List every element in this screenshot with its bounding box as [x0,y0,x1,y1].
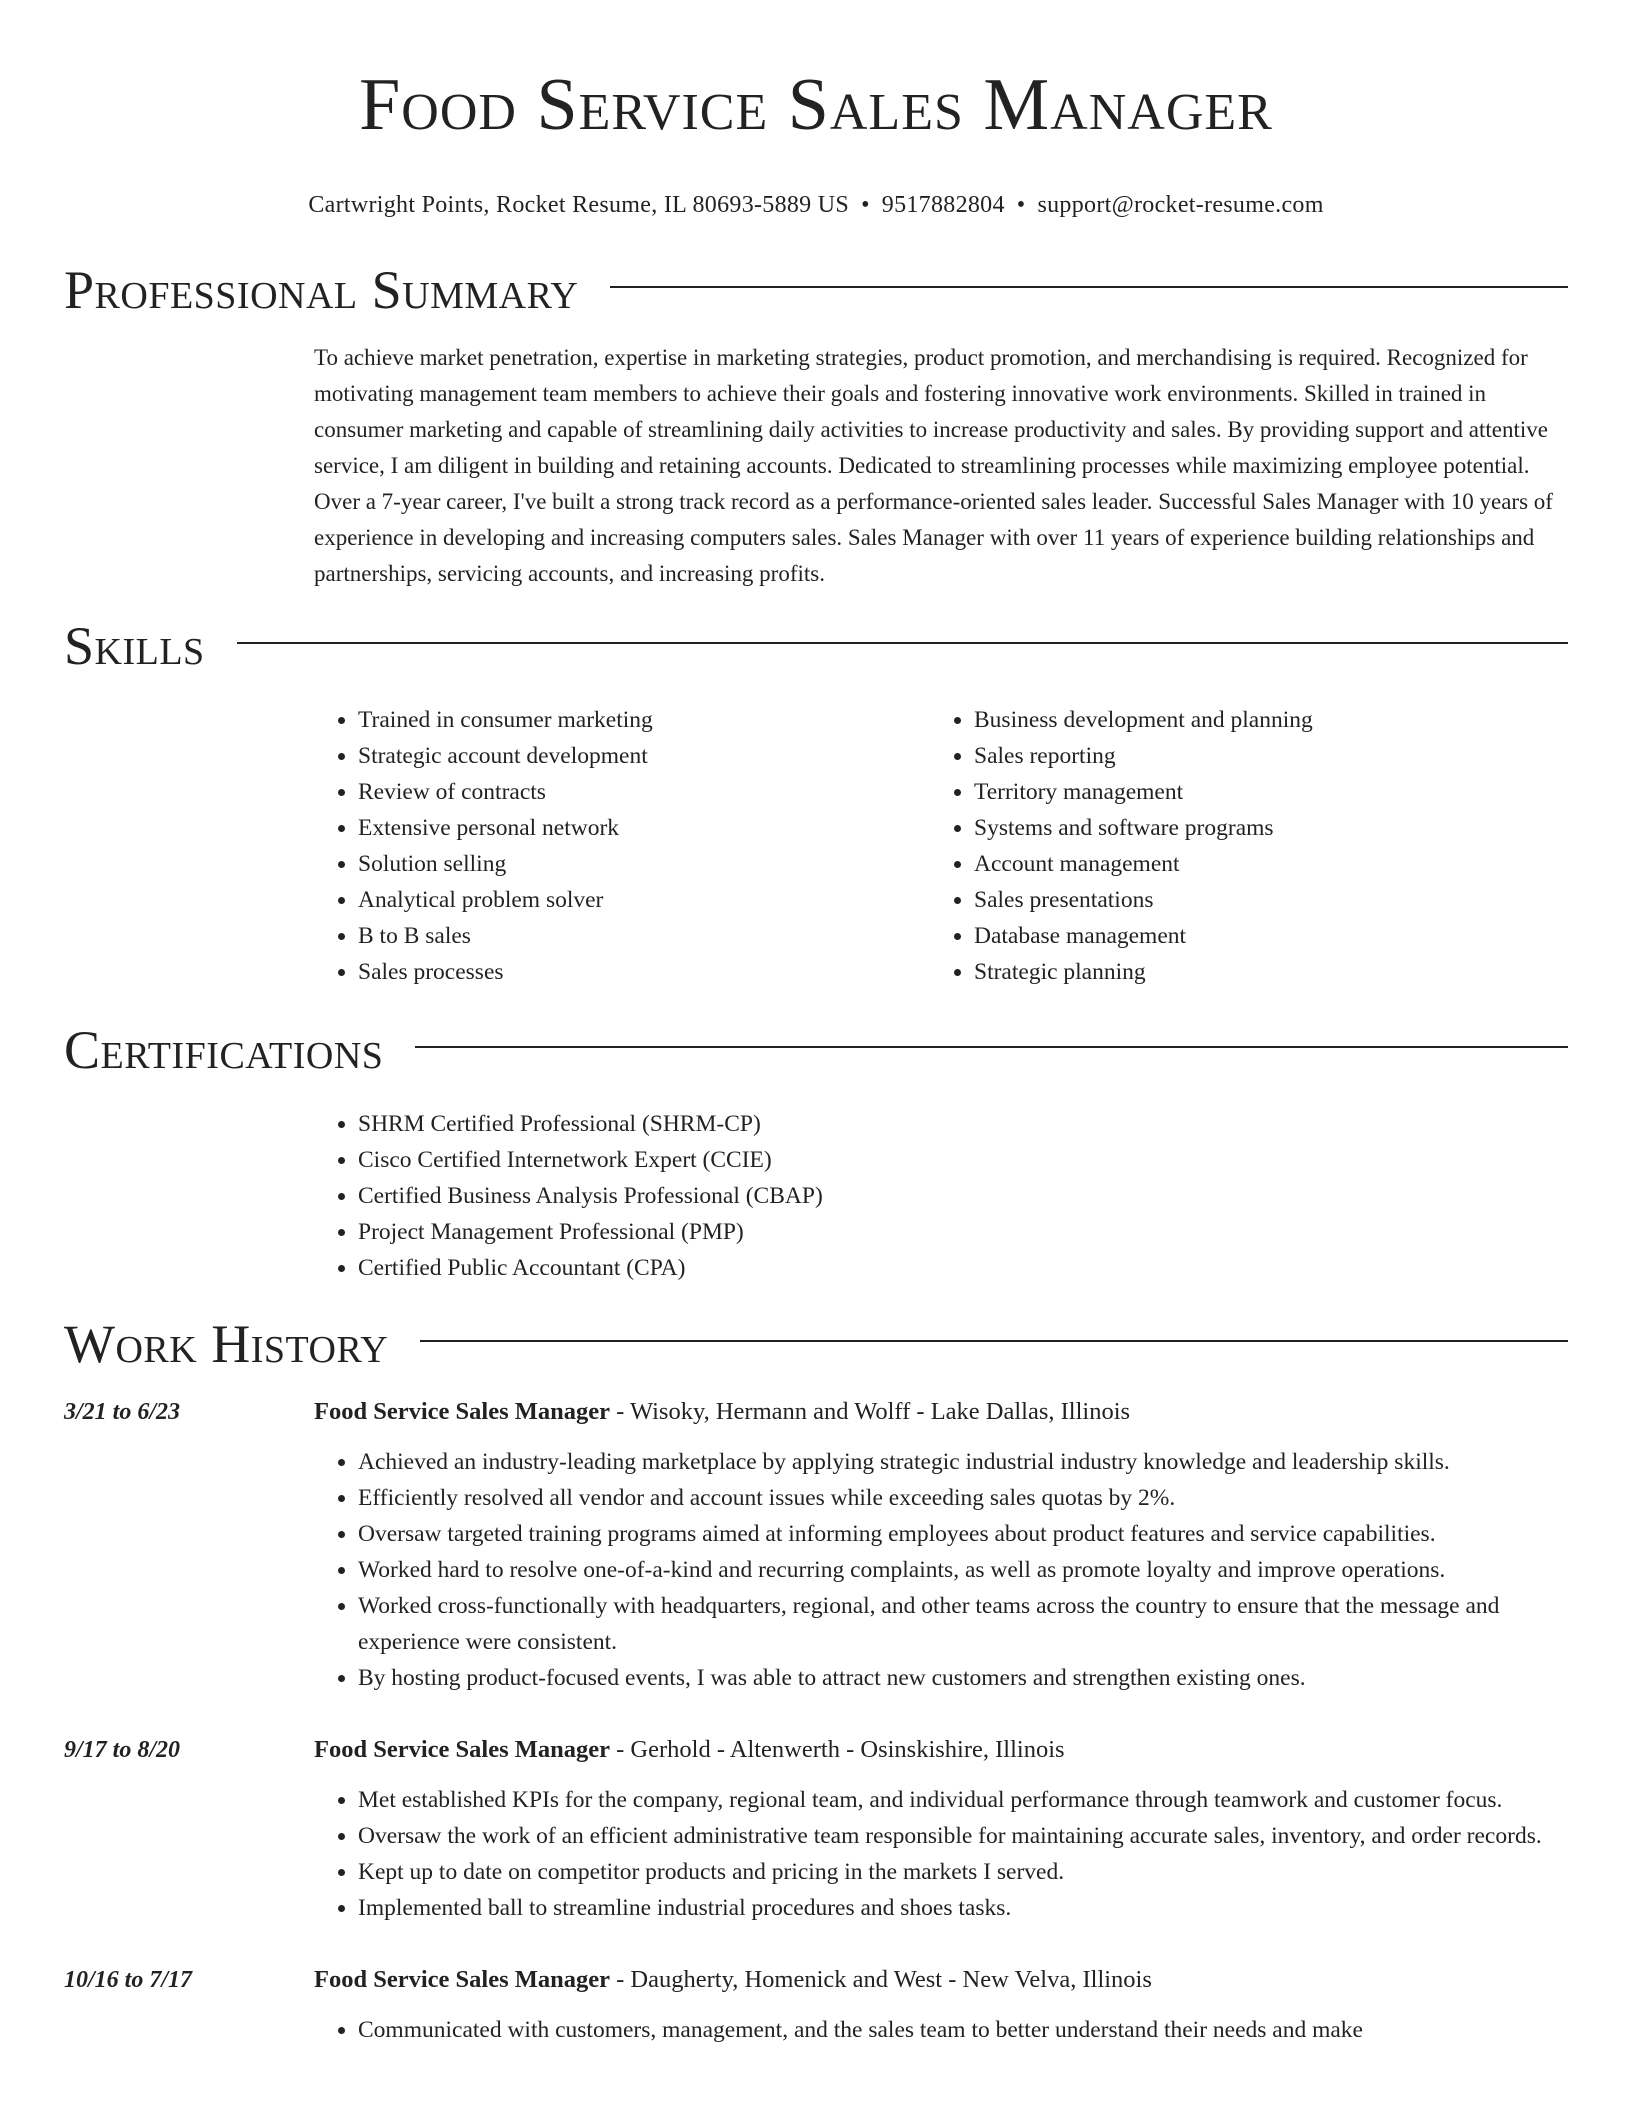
skills-list-left [314,702,930,990]
job-entry [64,1394,1568,1696]
job-bullets [314,2012,1568,2048]
skill-item: • Trained in consumer marketing [358,702,930,738]
job-bullets [314,1444,1568,1696]
job-bullet: • By hosting product-focused events, I was able to attract new customers and strengthen existing ones. [358,1660,1568,1696]
work-history-list [64,1394,1568,2048]
job-heading [314,1732,1568,1768]
job-bullet: • Kept up to date on competitor products and pricing in the markets I served. [358,1854,1568,1890]
contact-line [64,190,1568,220]
certifications-list [314,1106,1568,1286]
skills-list-right [930,702,1546,990]
summary-body [314,340,1568,592]
job-bullet: • Oversaw targeted training programs aimed at informing employees about product features and service capabilities. [358,1516,1568,1552]
job-dates: 3/21 to 6/23 [64,1399,181,1425]
certification-item: • Cisco Certified Internetwork Expert (CCIE) [358,1142,1568,1178]
skill-item: • Strategic account development [358,738,930,774]
contact-email: support@rocket-resume.com [1037,192,1324,218]
job-dates: 10/16 to 7/17 [64,1967,193,1993]
skill-item: • Systems and software programs [974,810,1546,846]
job-entry [64,1732,1568,1926]
job-bullet: • Worked hard to resolve one-of-a-kind and recurring complaints, as well as promote loyalty and improve operations. [358,1552,1568,1588]
skill-item: • Territory management [974,774,1546,810]
job-company-location: - Gerhold - Altenwerth - Osinskishire, Illinois [610,1736,1065,1763]
job-details [314,1394,1568,1696]
skill-item: • Strategic planning [974,954,1546,990]
skill-item: • B to B sales [358,918,930,954]
job-bullet: • Efficiently resolved all vendor and account issues while exceeding sales quotas by 2%. [358,1480,1568,1516]
job-heading [314,1962,1568,1998]
job-bullet: • Worked cross-functionally with headquarters, regional, and other teams across the country to ensure that the message and experience were consistent. [358,1588,1568,1660]
contact-address: Cartwright Points, Rocket Resume, IL 80693-5889 US [308,192,850,218]
job-company-location: - Daugherty, Homenick and West - New Velva, Illinois [610,1966,1152,1993]
work-section-header [64,1314,1568,1374]
skill-item: • Account management [974,846,1546,882]
job-bullet: • Communicated with customers, management, and the sales team to better understand their needs and make [358,2012,1568,2048]
job-title: Food Service Sales Manager [314,1966,610,1993]
job-title: Food Service Sales Manager [314,1398,610,1425]
certification-item: • Certified Public Accountant (CPA) [358,1250,1568,1286]
skills-grid [314,702,1568,990]
skills-section-header [64,616,1568,676]
summary-section-header [64,260,1568,320]
summary-title: Professional Summary [64,260,579,320]
skills-title: Skills [64,616,205,676]
skill-item: • Sales presentations [974,882,1546,918]
job-title: Food Service Sales Manager [314,1736,610,1763]
skill-item: • Solution selling [358,846,930,882]
skill-item: • Review of contracts [358,774,930,810]
job-bullet: • Met established KPIs for the company, regional team, and individual performance through teamwork and customer focus. [358,1782,1568,1818]
job-details [314,1732,1568,1926]
skills-column-right [930,702,1546,990]
certifications-title: Certifications [64,1020,384,1080]
job-bullet: • Implemented ball to streamline industrial procedures and shoes tasks. [358,1890,1568,1926]
job-entry [64,1962,1568,2048]
contact-separator: • [1016,192,1026,218]
skill-item: • Analytical problem solver [358,882,930,918]
skill-item: • Sales reporting [974,738,1546,774]
skill-item: • Business development and planning [974,702,1546,738]
work-title: Work History [64,1314,389,1374]
job-bullets [314,1782,1568,1926]
section-divider [420,1340,1568,1342]
candidate-name: Food Service Sales Manager [359,64,1273,146]
certifications-section-header [64,1020,1568,1080]
certification-item: • Project Management Professional (PMP) [358,1214,1568,1250]
job-details [314,1962,1568,2048]
certification-item: • SHRM Certified Professional (SHRM-CP) [358,1106,1568,1142]
contact-phone: 9517882804 [881,192,1005,218]
job-bullet: • Oversaw the work of an efficient administrative team responsible for maintaining accurate sales, inventory, and order records. [358,1818,1568,1854]
skills-body [314,702,1568,990]
job-dates: 9/17 to 8/20 [64,1737,181,1763]
summary-text: To achieve market penetration, expertise in marketing strategies, product promotion, and merchandising is required. Recognized for motivating management team members to achieve their goals and fostering innovative work environments. Skilled in trained in consumer marketing and capable of streamlining daily activities to increase productivity and sales. By providing support and attentive service, I am diligent in building and retaining accounts. Dedicated to streamlining processes while maximizing employee potential. Over a 7-year career, I've built a strong track record as a performance-oriented sales leader. Successful Sales Manager with 10 years of experience in developing and increasing computers sales. Sales Manager with over 11 years of experience building relationships and partnerships, servicing accounts, and increasing profits. [314,345,1553,586]
certification-item: • Certified Business Analysis Professional (CBAP) [358,1178,1568,1214]
job-bullet: • Achieved an industry-leading marketplace by applying strategic industrial industry knowledge and leadership skills. [358,1444,1568,1480]
skill-item: • Sales processes [358,954,930,990]
skill-item: • Database management [974,918,1546,954]
job-company-location: - Wisoky, Hermann and Wolff - Lake Dallas, Illinois [610,1398,1131,1425]
job-heading [314,1394,1568,1430]
contact-separator: • [861,192,870,218]
certifications-body [314,1106,1568,1286]
skill-item: • Extensive personal network [358,810,930,846]
section-divider [610,286,1568,288]
section-divider [237,642,1568,644]
skills-column-left [314,702,930,990]
section-divider [415,1046,1568,1048]
